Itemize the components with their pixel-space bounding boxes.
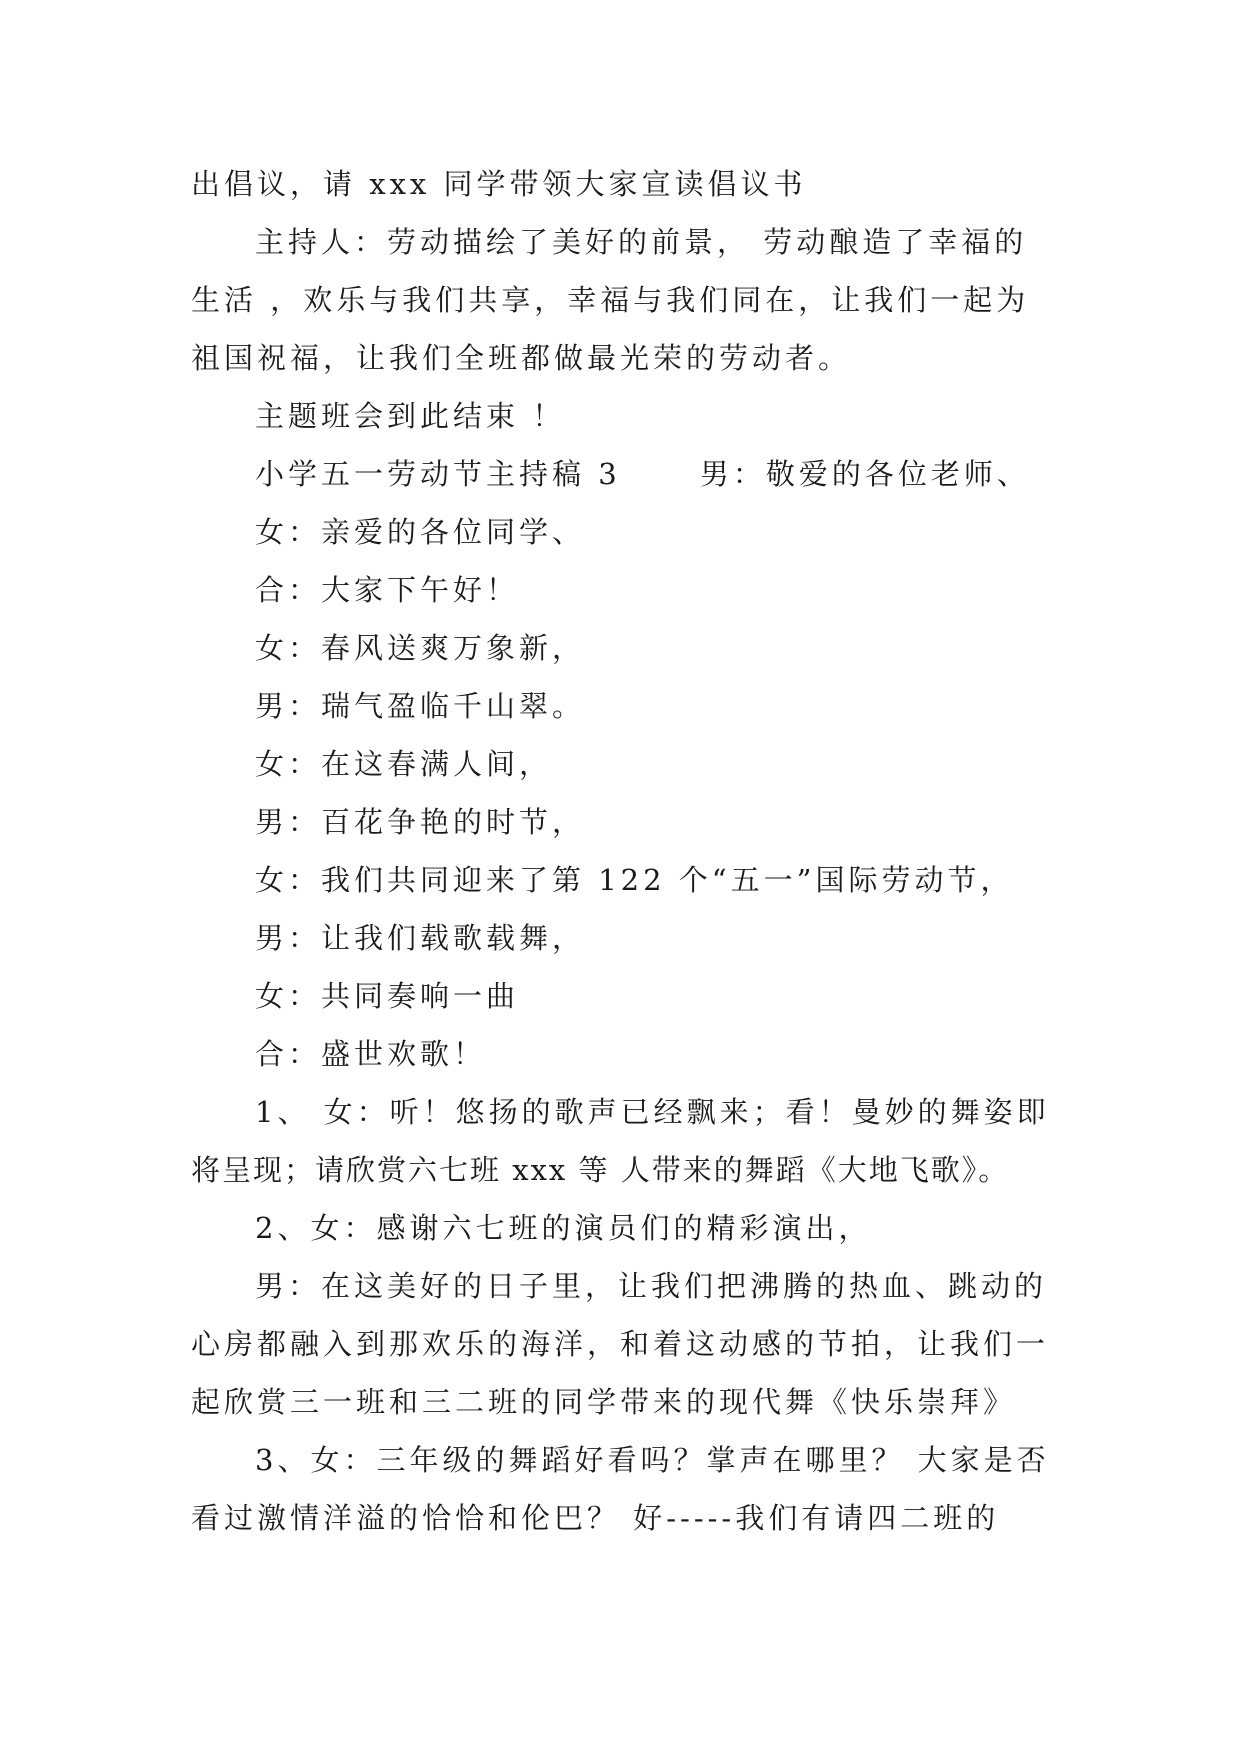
text-line: 出倡议，请 xxx 同学带领大家宣读倡议书 bbox=[191, 167, 807, 201]
text-line: 起欣赏三一班和三二班的同学带来的现代舞《快乐崇拜》 bbox=[191, 1385, 1017, 1419]
text-line: 主持人：劳动描绘了美好的前景， 劳动酿造了幸福的 bbox=[255, 225, 1028, 259]
text-line: 合：盛世欢歌！ bbox=[255, 1037, 487, 1071]
text-line: 心房都融入到那欢乐的海洋，和着这动感的节拍，让我们一 bbox=[191, 1327, 1050, 1361]
text-line: 女：亲爱的各位同学、 bbox=[255, 515, 586, 549]
text-line: 祖国祝福，让我们全班都做最光荣的劳动者。 bbox=[191, 341, 852, 375]
text-line: 男：让我们载歌载舞， bbox=[255, 921, 586, 955]
text-line: 看过激情洋溢的恰恰和伦巴？ 好-----我们有请四二班的 bbox=[191, 1501, 1000, 1535]
text-line: 小学五一劳动节主持稿 3 男：敬爱的各位老师、 bbox=[255, 457, 1030, 491]
text-line: 1、 女：听！悠扬的歌声已经飘来；看！曼妙的舞姿即 bbox=[255, 1095, 1050, 1129]
text-line: 男：在这美好的日子里，让我们把沸腾的热血、跳动的 bbox=[255, 1269, 1048, 1303]
text-line: 将呈现；请欣赏六七班 xxx 等 人带来的舞蹈《大地飞歌》。 bbox=[191, 1153, 1010, 1187]
text-line: 生活 ，欢乐与我们共享，幸福与我们同在，让我们一起为 bbox=[191, 283, 1030, 317]
text-line: 女：春风送爽万象新， bbox=[255, 631, 586, 665]
text-line: 男：瑞气盈临千山翠。 bbox=[255, 689, 586, 723]
text-line: 女：共同奏响一曲 bbox=[255, 979, 520, 1013]
text-line: 3、女：三年级的舞蹈好看吗？掌声在哪里？ 大家是否 bbox=[255, 1443, 1050, 1477]
text-line: 男：百花争艳的时节， bbox=[255, 805, 586, 839]
text-line: 女：我们共同迎来了第 122 个“五一”国际劳动节， bbox=[255, 863, 1014, 897]
text-line: 女：在这春满人间， bbox=[255, 747, 553, 781]
text-line: 2、女：感谢六七班的演员们的精彩演出， bbox=[255, 1211, 872, 1245]
text-line: 合：大家下午好！ bbox=[255, 573, 520, 607]
text-line: 主题班会到此结束 ！ bbox=[255, 399, 566, 433]
